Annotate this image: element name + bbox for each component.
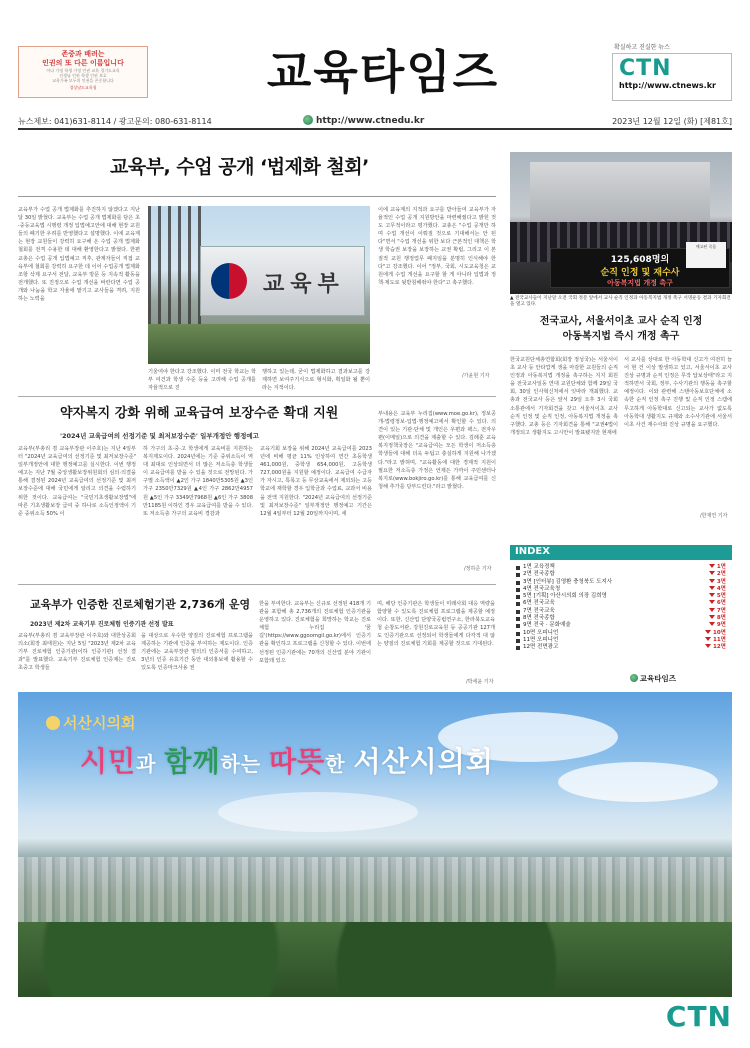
triangle-icon	[705, 637, 711, 641]
index-item[interactable]	[516, 644, 726, 651]
ministry-sign-photo	[148, 206, 370, 364]
right-article-col2: 서 교사를 상대로 한 아동학대 신고가 여전히 늘어 현 건 이상 발생하고 있고, 서울서이초 교사 진상 규명과 순직 인정은 무작 답보상태"라고 지적하면서 국회, 정부, 수사기관의 행동을 촉구할 예정이다. 이와 관련해 스탠아동보호단체에 소속한 순직 인정 촉구 진행 및 순직 인정 스캠에 무고하게 아동학대로 신고되는 교사가 없도록 아동학대 생활지도 규제와 소수사기관에 서울서이초 사건 재수사와 진상 규명을 요구했다.	[624, 357, 732, 428]
ad-foot: 경상남도교육청	[69, 85, 97, 90]
site-url-text: http://www.ctnedu.kr	[316, 116, 425, 126]
slogan-word-together: 함께	[164, 745, 221, 778]
index-item-label: 8면 전국종합	[523, 615, 555, 622]
right-article-col1: 한국교원단체총연합회(회장 정성국)는 서울서이초 교사 등 안타깝게 생을 마감한 교원들의 순직 인정과 아동복지법 개정을 촉구하는 지지 회원을 전국교사일동 연대 교원단체와 함께 29일 국회, 30일 인사혁신처에서 잇따라 개최했다. 교총과 전국교사 등은 앞서 29일 오후 3시 국회 소통관에서 기자회견을 갖고 서울서이초 교사 순직 인정 및 순직 인정, 아동복지법 개정을 촉구했다. 교총 등은 기자회견을 통해 "교권4법이 개정되고 생활지도 고시안이 발표됐지만 현재에	[510, 357, 618, 436]
ad-slogan	[80, 740, 494, 780]
banner-subtitle: 순직 인정 및 재수사	[600, 268, 680, 278]
triangle-icon	[705, 644, 711, 648]
article1-byline: /가윤현 기자	[462, 373, 490, 379]
ministry-sign	[200, 246, 365, 316]
triangle-icon	[709, 600, 715, 604]
index-item-page	[709, 579, 726, 586]
index-item-page-number: 6면	[716, 600, 726, 607]
article3-col3: 한을 부여한다. 교육부는 신규로 선정된 418개 기관을 포함해 총 2,736개의 진로체험 인증기관을 운영하고 있다. 진로체험을 희망하는 학교는 진로체험 누리집 '꿈길'(https://www.ggoomgil.go.kr)에서 인증기관을 확인하고 프로그램을 신청할 수 있다. 이번에 선정된 인증기관에는 70개의 신산업 분야 기관이 포함돼 있으	[259, 601, 371, 664]
triangle-icon	[709, 615, 715, 619]
article2-col1: 교육부(부총리 겸 교육부장관 이주호)는 지난 4일부터 "2024년 교육급여의 선정기준 및 최저보장수준" 일부개정안에 대한 행정예고를 실시한다. 이번 행정예고는 지난 7월 중앙생활보장위원회의 심의·의결을 통해 결정된 2024년 교육급여의 선정기준 및 최저보장수준에 대해 국민에게 알리고 의견을 수렴하기 위한 것이다. 교육급여는 "국민기초생활보장법"에 따른 기초생활보장 급여 중 하나로 소득인정액이 기준 중위소득 50% 이	[18, 446, 136, 517]
divider	[18, 584, 496, 585]
article1-col3: 행하고 있는데, 굳이 법제화하고 결과보고를 강제하면 보여주기식으로 형식화, 획일화 될 뿐이라는 지적이다.	[262, 369, 370, 392]
bullet-icon	[516, 610, 520, 614]
index-item-label: 9면 전국 · 문화예술	[523, 622, 571, 629]
issue-date: 2023년 12월 12일 (화) [제81호]	[612, 117, 732, 126]
index-item-page	[705, 630, 726, 637]
article1-col4: 이에 교육계의 지적과 요구를 받아들여 교육부가 자율적인 수업 공개 지원방안을 마련해줬다고 밝힌 것도 고무적이라고 평가했다. 교총은 "수업 공개만 하며 수업 개선이 이뤄질 것으로 기대해서는 안 된다"면서 "수업 개선을 위한 보다 근본적인 대책은 학생 학습권 보장을 보장하는 교권 확립, 그리고 이 본질적 교원 행정업무 폐지임을 분명히 인식해야 한다"고 강조했다. 이어 "정부, 국회, 시도교육청은 교원에게 수업 개선을 요구할 할 게 아니라 입법과 정책·제도로 뒷받침해줘야 한다"고 촉구했다.	[378, 207, 496, 286]
right-headline-line1: 전국교사, 서울서이초 교사 순직 인정	[539, 316, 703, 327]
index-item-page-number: 7면	[716, 607, 726, 614]
council-logo	[46, 712, 135, 733]
cloud	[558, 762, 718, 802]
index-item-label: 12면 전면광고	[523, 644, 559, 651]
triangle-icon	[709, 608, 715, 612]
index-item-page-number: 11면	[713, 636, 726, 643]
index-item-page-number: 1면	[716, 564, 726, 570]
ctn-slogan: 확실하고 진실한 뉴스	[614, 44, 670, 51]
divider	[510, 350, 732, 351]
article2-col2: 하 가구의 초·중·고 학생에게 교육비를 지원하는 복지제도이다. 2024년에는 기준 중위소득이 역대 최대로 인상되면서 더 많은 저소득층 학생들이 교육급여를 받을 수 있을 것으로 전망된다. 가구별 소득액이 ▲2인 가구 1840만5305원 ▲3인 가구 2350만7329원 ▲4인 가구 2862만4957원 ▲5인 가구 3349만7968원 ▲6인 가구 3808만1185원 이하인 경우 교육급여를 받을 수 있다. 또 저소득층 가구의 교육비 경감과	[143, 446, 253, 517]
ctn-logo-box	[612, 53, 732, 101]
site-url-link[interactable]	[303, 115, 424, 126]
index-item-page-number: 10면	[713, 629, 726, 636]
index-item-page-number: 9면	[716, 622, 726, 629]
bullet-icon	[516, 595, 520, 599]
index-title: INDEX	[510, 545, 732, 560]
index-logo	[630, 673, 676, 684]
index-item-page-number: 2면	[716, 571, 726, 578]
bullet-icon	[516, 573, 520, 577]
placard: 예고된 죽음	[686, 242, 726, 268]
banner-red-text: 아동복지법 개정 촉구	[607, 279, 673, 287]
article2-subhead: '2024년 교육급여의 선정기준 및 최저보장수준' 일부개정안 행정예고	[60, 432, 259, 440]
article2-col3: 교육기회 보장을 위해 2024년 교육급여를 2023년에 비해 평균 11% 인상하여 연간 초등학생 461,000원, 중학생 654,000원, 고등학생 727,000원을 지원할 예정이다. 교육급여 수급자가 자시고, 특목고 등 무상교육에서 제외되는 고등학교에 재학할 경우 입학금과 수업료, 교과서 비용을 전액 지원한다. "2024년 교육급여의 선정기준 및 최저보장수준" 일부개정안 행정예고 기간은 12월 4일부터 12월 20일까지이며, 세	[260, 446, 372, 517]
right-article-byline: /한재연 기자	[700, 513, 728, 519]
triangle-icon	[709, 564, 715, 568]
article3-col1: 교육부(부총리 겸 교육부장관 이주호)와 대한상공회의소(회장 최태원)는 지난 5일 "2023년 제2차 교육기부 진로체험 인증기관(이하 인증기관) 선정 결과"를 발표했다. 교육기부 진로체험 인증제는 진로 초중고 학생들	[18, 633, 136, 672]
forest-foreground	[18, 922, 732, 997]
contact-phones: 뉴스제보: 041)631-8114 / 광고문의: 080-631-8114	[18, 117, 212, 126]
ad-line-2: 선생님 인권 학생 인권 보호	[59, 73, 107, 78]
bullet-icon	[516, 632, 520, 636]
index-box	[510, 545, 732, 690]
bullet-icon	[516, 624, 520, 628]
article2-headline[interactable]: 약자복지 강화 위해 교육급여 보장수준 확대 지원	[60, 406, 339, 421]
index-item-page	[709, 600, 726, 607]
divider	[18, 196, 496, 197]
index-item-label: 2면 전국종합	[523, 571, 555, 578]
bullet-icon	[516, 588, 520, 592]
cloud	[218, 792, 418, 832]
index-item[interactable]	[516, 571, 726, 578]
article2-byline: /정하준 기자	[464, 566, 492, 572]
index-item[interactable]	[516, 608, 726, 615]
bullet-icon	[516, 639, 520, 643]
triangle-icon	[709, 579, 715, 583]
index-item-label: 10면 오피니언	[523, 629, 559, 636]
globe-icon	[630, 674, 638, 682]
slogan-word-warm: 따뜻	[269, 745, 326, 778]
triangle-icon	[709, 622, 715, 626]
index-item-page	[705, 644, 726, 651]
banner-number: 125,608명의	[610, 255, 670, 265]
ministry-sign-text: 교육부	[263, 272, 345, 297]
slogan-particle: 과	[136, 752, 165, 776]
bullet-icon	[516, 617, 520, 621]
ad-line-1: 이다 가정 학생 가정 인권 교육 경기도교육	[46, 68, 120, 73]
protest-caption: ▲ 전국교사들이 지난달 오전 국회 정문 앞에서 교사 순직 인정과 아동복지법 개정 촉구 서명운동 결과 기자회견을 열고 있다.	[510, 296, 731, 307]
taegeuk-emblem-icon	[211, 263, 247, 299]
protest-photo	[510, 152, 732, 294]
ctn-logo: CTN	[619, 56, 672, 81]
seosan-council-ad[interactable]	[18, 692, 732, 997]
slogan-particle: 하는	[220, 752, 270, 776]
index-list	[510, 560, 732, 652]
slogan-word-council: 서산시의회	[353, 745, 494, 778]
right-article-headline[interactable]	[510, 314, 732, 344]
index-item-page-number: 3면	[716, 578, 726, 585]
index-item-label: 4면 전국교육청	[523, 585, 561, 592]
index-item-label: 6면 전국교육	[523, 600, 555, 607]
index-item-page	[709, 571, 726, 578]
article2-col4: 부내용은 교육부 누리집(www.moe.go.kr), 정보공개-법령정보-입법·행정예고에서 확인할 수 있다. 의견이 있는 기관·단체 및 개인은 우편과 팩스, 전자우편(이메일)으로 의견을 제출할 수 있다. 김례훈 교육복지정책국장은 "교육급여는 모든 학생이 저소득층 학생들에 대해 더욱 두텁고 충실하게 지원해 나가겠다."라고 밝혀며, "교육활동에 대한 경제적 지원이 필요한 저소득층 가정은 언제든 가까이 주민센터나 복지로(www.bokjiro.go.kr)를 통해 교육급여를 신청해 추가를 당부드린다."라고 밝혔다.	[378, 411, 496, 490]
ctn-url-link[interactable]: http://www.ctnews.kr	[619, 81, 716, 90]
index-item-page-number: 12면	[713, 644, 726, 651]
newspaper-title: 교육타임즈	[266, 45, 500, 99]
right-headline-line2: 아동복지법 즉시 개정 촉구	[562, 331, 680, 342]
index-item[interactable]	[516, 630, 726, 637]
index-logo-text: 교육타임즈	[639, 674, 676, 683]
article3-col2: 을 대상으로 우수한 양질의 진로체험 프로그램을 제공하는 기관에 인증을 부여하는 제도이다. 인증기관에는 교육부장관 명의의 인증서를 수여하고, 3년의 인증 유효기간 동안 대외홍보에 활용할 수 있도록 인증마크사용 권	[141, 633, 253, 672]
index-item-page-number: 8면	[716, 615, 726, 622]
article3-subhead: 2023년 제2차 교육기부 진로체험 인증기관 선정 발표	[30, 621, 174, 628]
info-bar	[18, 114, 732, 130]
bullet-icon	[516, 646, 520, 650]
triangle-icon	[709, 571, 715, 575]
council-seal-icon	[46, 716, 60, 730]
human-rights-ad[interactable]	[18, 46, 148, 98]
masthead	[18, 42, 732, 106]
index-item-label: 5면 [기획] 아산시의회 의장 김희영	[523, 593, 607, 600]
council-name: 서산시의회	[63, 714, 136, 732]
article1-headline[interactable]: 교육부, 수업 공개 ‘법제화 철회’	[110, 156, 369, 178]
globe-icon	[303, 115, 313, 125]
ad-line-3: 교육가족 모두의 인권을 존중합니다	[52, 78, 114, 83]
article1-col2: 기울여야 한다고 강조했다. 이미 전국 학교는 학부 여건과 학생 수준 등을 고려해 수업 공개를 자율적으로 진	[148, 369, 256, 392]
index-item-page	[709, 622, 726, 629]
article1-col1: 교육부가 수업 공개 법제화를 추진하지 않겠다고 지난달 30일 밝혔다. 교육부는 수업 공개 법제화를 담은 초·중등교육법 시행령 개정 입법예고안에 대해 현장 교원들의 폐기한 우려를 반영했다고 설명했다. 이에 교육계는 현장 교원들이 강력히 요구해 온 수업 공개 법제화 철회를 전격 수용한 데 대해 환영한다고 밝혔다. 한편 교총은 수업 공개 입법예고 직후, 관계자들이 직접 교육부에 철회를 강력히 요구한 데 이어 수업공개 법제화 조항 삭제 요구서 전달, 교육부 방문 등 지속적 활동을 전개했다. 또 진정으로 수업 개선을 바란다면 수업 공개와 나눔을 학교 자율에 맡기고 교사들을 격려, 지원하는 노력을	[18, 207, 140, 303]
bullet-icon	[516, 581, 520, 585]
index-item-label: 11면 오피니언	[523, 636, 559, 643]
article3-headline[interactable]: 교육부가 인증한 진로체험기관 2,736개 운영	[30, 598, 251, 611]
ad-title-1: 존중과 배려는	[61, 50, 105, 58]
triangle-icon	[705, 630, 711, 634]
ad-title-2: 인권의 또 다른 이름입니다	[42, 59, 124, 67]
lawn-graphic	[148, 324, 370, 364]
index-item-page-number: 4면	[716, 585, 726, 592]
index-item-label: 3면 [인터뷰] 김영환 충청북도 도지사	[523, 578, 613, 585]
index-item[interactable]	[516, 622, 726, 629]
bullet-icon	[516, 602, 520, 606]
ctn-promo[interactable]	[612, 42, 732, 102]
article3-col4: 며, 해당 인증기관은 학생들이 미래사회 대응 역량을 함양할 수 있도록 진로체험 프로그램을 제공할 예정이다. 또한, 신산업 단양국공립연구소, 한라북도교육청 순창도서관, 강원진로교육원 등 공공기관 127개도 인증기관으로 선정되어 학생들에게 다각적 대 않는 양질의 진로체험 기회를 제공할 것으로 기대된다.	[377, 601, 495, 648]
index-item[interactable]	[516, 579, 726, 586]
city-skyline	[18, 857, 732, 927]
triangle-icon	[709, 593, 715, 597]
index-item-page	[709, 608, 726, 615]
index-item-page-number: 5면	[716, 593, 726, 600]
triangle-icon	[709, 586, 715, 590]
index-item-label: 1면 교육정책	[523, 564, 555, 570]
divider	[18, 396, 496, 397]
slogan-particle: 한	[325, 752, 354, 776]
bullet-icon	[516, 566, 520, 570]
slogan-word-citizens: 시민	[80, 745, 137, 778]
index-item[interactable]	[516, 600, 726, 607]
article3-byline: /박세윤 기자	[466, 679, 494, 685]
index-item-label: 7면 전국교육	[523, 607, 555, 614]
footer-ctn-logo: CTN	[665, 1000, 732, 1033]
